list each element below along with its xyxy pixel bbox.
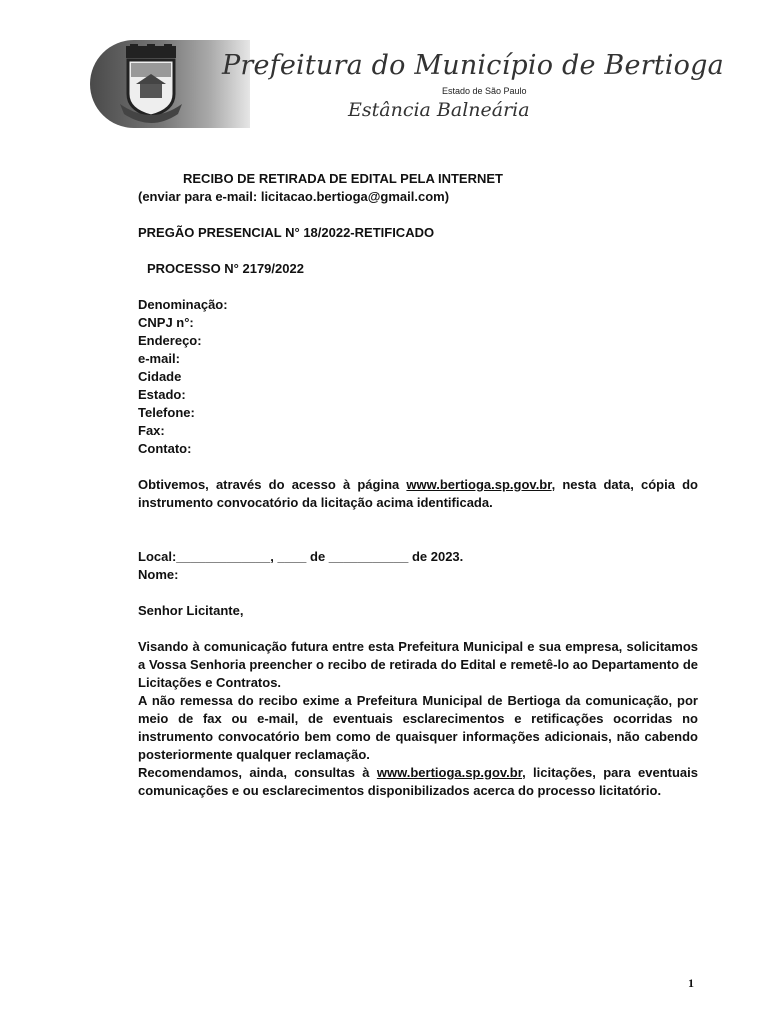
field-telefone: Telefone: <box>138 405 195 420</box>
paragraph-3-end: , licitações, para eventuais comunicações e ou esclarecimentos disponibilizados acerca do processo licitatório. <box>138 765 698 798</box>
field-cnpj: CNPJ n°: <box>138 315 194 330</box>
paragraph-3-start: Recomendamos, ainda, consultas à <box>138 765 377 780</box>
document-body <box>138 170 698 800</box>
municipality-title: Prefeitura do Município de Bertioga <box>222 50 724 81</box>
salutation: Senhor Licitante, <box>138 603 244 618</box>
obtivemos-text-end: , nesta data, cópia do instrumento convocatório da licitação acima identificada. <box>138 477 698 510</box>
field-endereco: Endereço: <box>138 333 202 348</box>
email-instruction: (enviar para e-mail: licitacao.bertioga@gmail.com) <box>138 189 450 204</box>
field-denominacao: Denominação: <box>138 297 228 312</box>
processo-number: PROCESSO N° 2179/2022 <box>147 261 304 276</box>
pregao-number: PREGÃO PRESENCIAL N° 18/2022-RETIFICADO <box>138 225 435 240</box>
coat-of-arms-icon <box>116 44 186 124</box>
local-date-line: Local:_____________, ____ de ___________ de 2023. <box>138 549 464 564</box>
paragraph-1: Visando à comunicação futura entre esta Prefeitura Municipal e sua empresa, solicitamos a Vossa Senhoria preencher o recibo de retirada do Edital e remetê-lo ao Departamento de Licitações e Contratos. <box>138 639 698 690</box>
obtivemos-paragraph <box>138 476 698 512</box>
document-heading: RECIBO DE RETIRADA DE EDITAL PELA INTERNET <box>183 171 503 186</box>
nome-line: Nome: <box>138 567 179 582</box>
field-estado: Estado: <box>138 387 186 402</box>
paragraph-2: A não remessa do recibo exime a Prefeitura Municipal de Bertioga da comunicação, por meio de fax ou e-mail, de eventuais esclarecimentos e retificações ocorridas no instrumento convocatório bem como de quaisquer informações adicionais, não cabendo posteriormente qualquer reclamação. <box>138 693 698 762</box>
paragraph-3 <box>138 764 698 800</box>
field-email: e-mail: <box>138 351 180 366</box>
form-fields <box>138 296 698 458</box>
field-fax: Fax: <box>138 423 165 438</box>
field-cidade: Cidade <box>138 369 182 384</box>
field-contato: Contato: <box>138 441 192 456</box>
letterhead <box>0 0 770 140</box>
state-label: Estado de São Paulo <box>442 86 527 96</box>
site-link-2[interactable]: www.bertioga.sp.gov.br <box>376 765 523 780</box>
municipality-subtitle: Estância Balneária <box>348 99 530 121</box>
obtivemos-text-start: Obtivemos, através do acesso à página <box>138 477 407 492</box>
site-link[interactable]: www.bertioga.sp.gov.br <box>406 477 552 492</box>
page-number: 1 <box>688 976 694 990</box>
